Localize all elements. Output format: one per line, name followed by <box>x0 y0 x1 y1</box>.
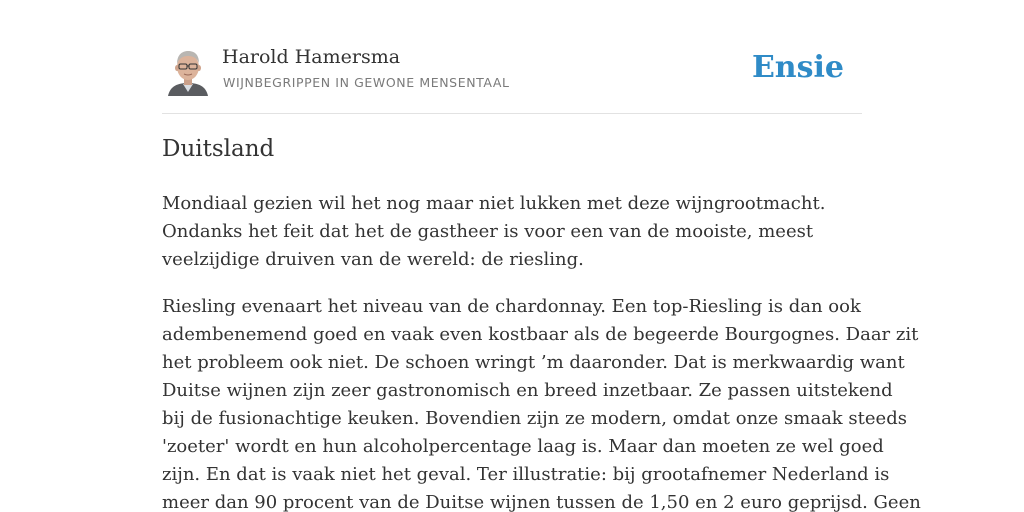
page-title: Duitsland <box>162 136 275 162</box>
author-photo <box>166 46 210 96</box>
author-avatar[interactable] <box>166 46 210 96</box>
text-line: adembenemend goed en vaak even kostbaar als de begeerde Bourgognes. Daar zit <box>162 324 919 345</box>
header <box>162 0 862 114</box>
ensie-logo[interactable]: Ensie <box>751 50 844 85</box>
article-body <box>162 190 921 512</box>
text-line: Riesling evenaart het niveau van de chardonnay. Een top-Riesling is dan ook <box>162 296 861 317</box>
text-line: Duitse wijnen zijn zeer gastronomisch en breed inzetbaar. Ze passen uitstekend <box>162 380 893 401</box>
text-line: veelzijdige druiven van de wereld: de riesling. <box>162 249 584 270</box>
text-line: Ondanks het feit dat het de gastheer is voor een van de mooiste, meest <box>162 221 814 242</box>
text-line: meer dan 90 procent van de Duitse wijnen tussen de 1,50 en 2 euro geprijsd. Geen <box>162 492 921 512</box>
text-line: 'zoeter' wordt en hun alcoholpercentage laag is. Maar dan moeten ze wel goed <box>162 436 884 457</box>
author-name[interactable]: Harold Hamersma <box>222 46 401 68</box>
text-line: zijn. En dat is vaak niet het geval. Ter illustratie: bij grootafnemer Nederland is <box>162 464 890 485</box>
text-line: Mondiaal gezien wil het nog maar niet lukken met deze wijngrootmacht. <box>162 193 826 214</box>
article-paragraph <box>162 190 862 274</box>
blog-subtitle: WIJNBEGRIPPEN IN GEWONE MENSENTAAL <box>223 75 510 90</box>
article-paragraph <box>162 293 921 512</box>
text-line: het probleem ook niet. De schoen wringt ’m daaronder. Dat is merkwaardig want <box>162 352 905 373</box>
text-line: bij de fusionachtige keuken. Bovendien zijn ze modern, omdat onze smaak steeds <box>162 408 907 429</box>
